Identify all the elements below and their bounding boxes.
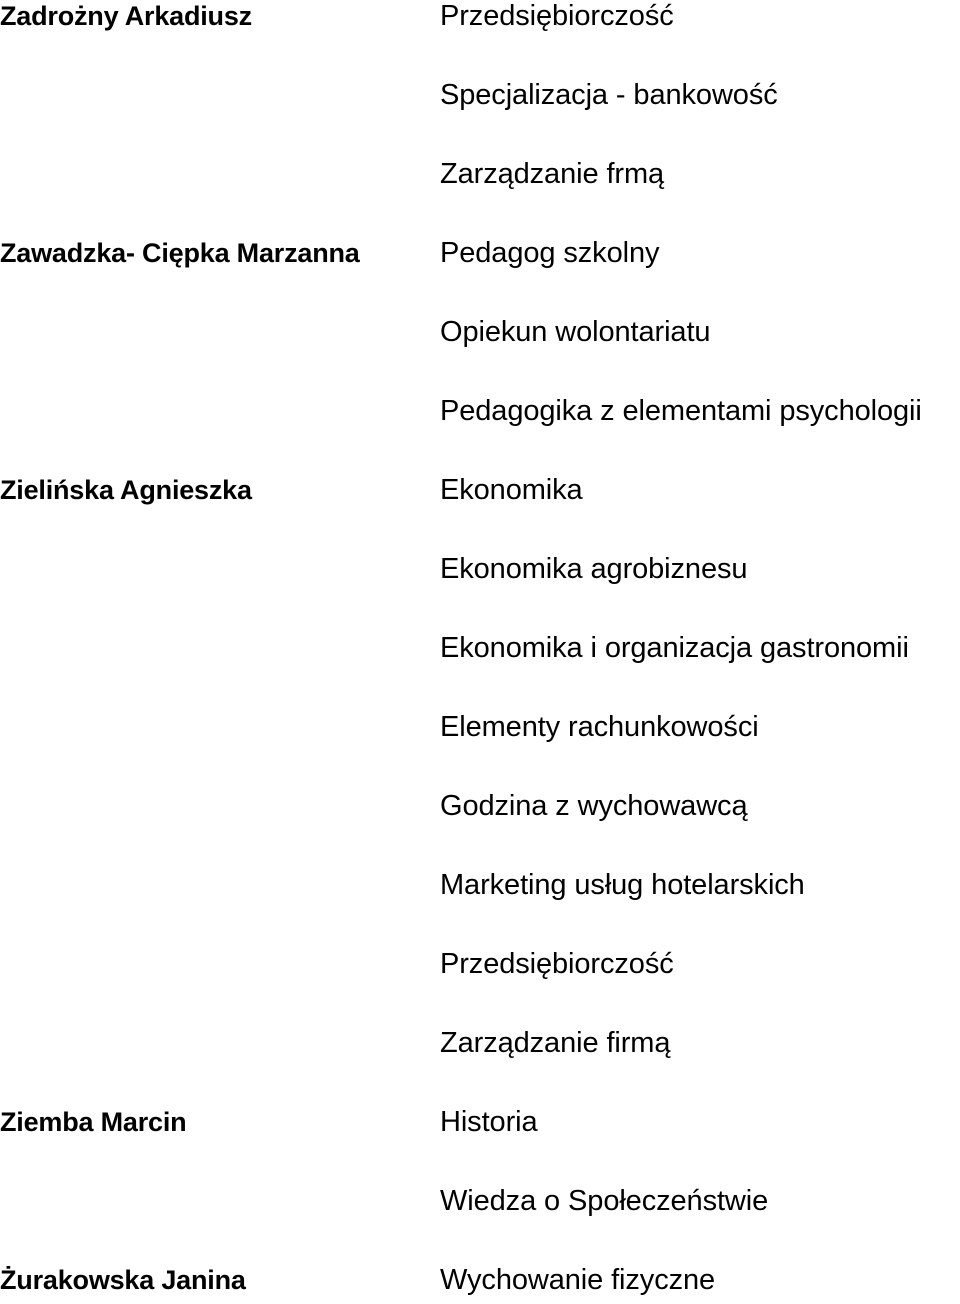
list-row bbox=[0, 1185, 960, 1225]
teacher-name: Zadrożny Arkadiusz bbox=[0, 1, 252, 31]
subject-name: Ekonomika bbox=[440, 474, 583, 506]
subject-name: Marketing usług hotelarskich bbox=[440, 869, 805, 901]
subject-name: Pedagog szkolny bbox=[440, 237, 660, 269]
subject-name: Pedagogika z elementami psychologii bbox=[440, 395, 922, 427]
subject-name: Zarządzanie firmą bbox=[440, 1027, 671, 1059]
subject-name: Specjalizacja - bankowość bbox=[440, 79, 778, 111]
subject-name: Przedsiębiorczość bbox=[440, 948, 674, 980]
subject-name: Elementy rachunkowości bbox=[440, 711, 759, 743]
subject-name: Ekonomika agrobiznesu bbox=[440, 553, 748, 585]
subject-name: Przedsiębiorczość bbox=[440, 0, 674, 32]
list-row bbox=[0, 474, 960, 514]
list-row bbox=[0, 316, 960, 356]
teacher-name: Zielińska Agnieszka bbox=[0, 475, 252, 505]
teacher-name: Żurakowska Janina bbox=[0, 1265, 246, 1295]
subject-name: Ekonomika i organizacja gastronomii bbox=[440, 632, 909, 664]
subject-name: Opiekun wolontariatu bbox=[440, 316, 711, 348]
list-row bbox=[0, 237, 960, 277]
list-row bbox=[0, 553, 960, 593]
list-row bbox=[0, 632, 960, 672]
subject-name: Godzina z wychowawcą bbox=[440, 790, 748, 822]
list-row bbox=[0, 395, 960, 435]
list-row bbox=[0, 869, 960, 909]
list-row bbox=[0, 1027, 960, 1067]
list-row bbox=[0, 79, 960, 119]
list-row bbox=[0, 158, 960, 198]
list-row bbox=[0, 1264, 960, 1304]
list-row bbox=[0, 790, 960, 830]
list-row bbox=[0, 1106, 960, 1146]
teacher-name: Zawadzka- Cięрka Marzanna bbox=[0, 238, 360, 268]
list-row bbox=[0, 711, 960, 751]
subject-name: Historia bbox=[440, 1106, 538, 1138]
list-row bbox=[0, 948, 960, 988]
subject-name: Wiedza o Społeczeństwie bbox=[440, 1185, 769, 1217]
teacher-name: Ziemba Marcin bbox=[0, 1107, 187, 1137]
subject-name: Zarządzanie frmą bbox=[440, 158, 665, 190]
list-row bbox=[0, 0, 960, 40]
subject-name: Wychowanie fizyczne bbox=[440, 1264, 716, 1296]
